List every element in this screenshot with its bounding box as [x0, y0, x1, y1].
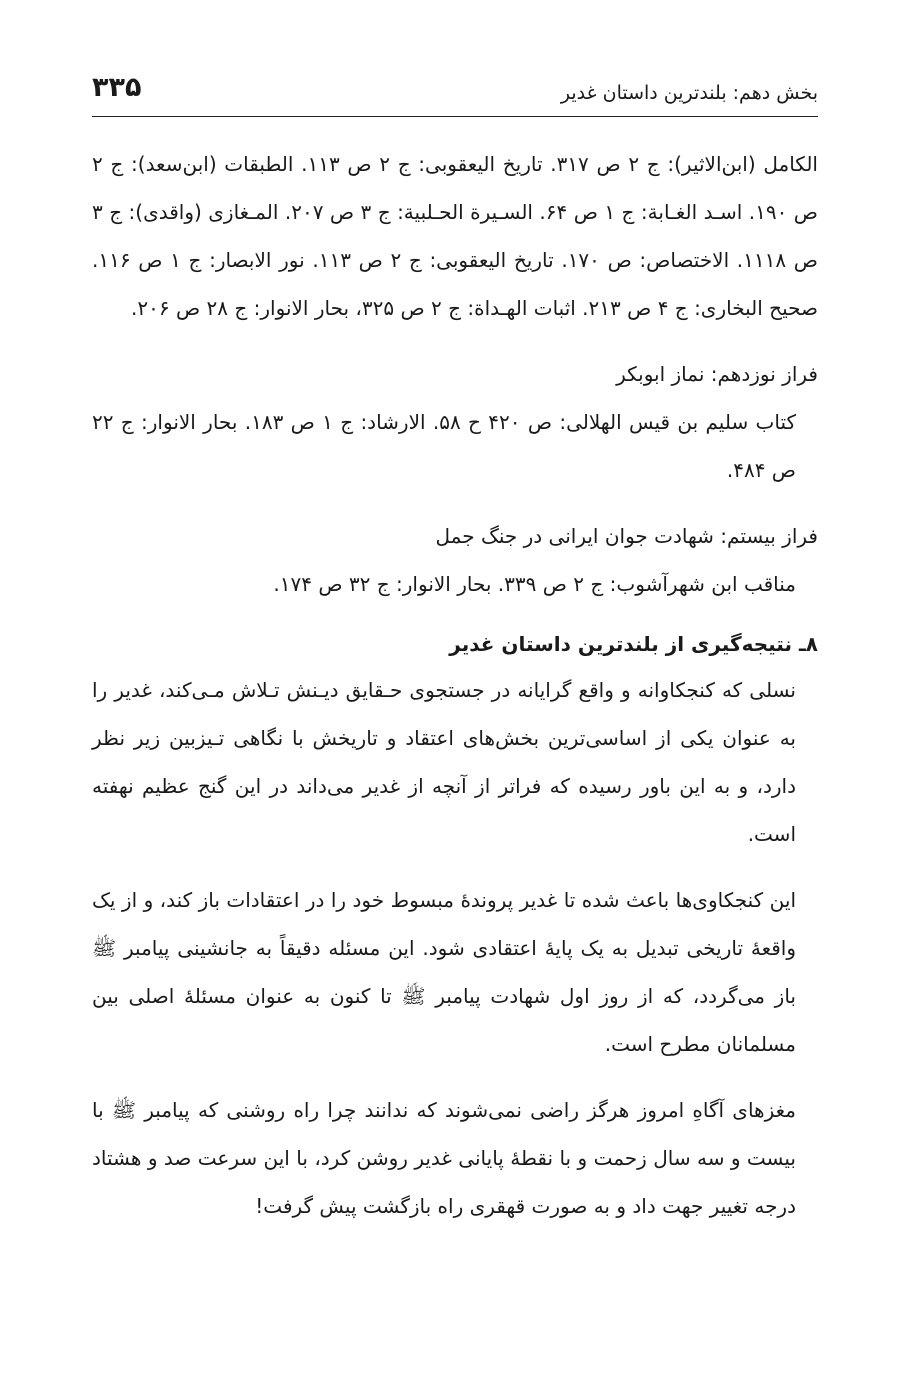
reference-block: الکامل (ابن‌الاثیر): ج ۲ ص ۳۱۷. تاریخ الیعقوبی: ج ۲ ص ۱۱۳. الطبقات (ابن‌سعد): ج ۲ ص ۱۹۰. اسـد الغـابة: ج ۱ ص ۶۴. السـیرة الحـلبیة: ج ۳ ص ۲۰۷. المـغازی (واقدی): ج ۳ ص ۱۱۱۸. الاختصاص: ص ۱۷۰. تاریخ الیعقوبی: ج ۲ ص ۱۱۳. نور الابصار: ج ۱ ص ۱۱۶. صحیح البخاری: ج ۴ ص ۲۱۳. اثبات الهـداة: ج ۲ ص ۳۲۵، بحار الانوار: ج ۲۸ ص ۲۰۶.: [92, 152, 818, 320]
body-paragraph: مغزهای آگاهِ امروز هرگز راضی نمی‌شوند که ندانند چرا راه روشنی که پیامبر ﷺ با بیست و سه سال زحمت و با نقطهٔ پایانی غدیر روشن کرد، با این سرعت صد و هشتاد درجه تغییر جهت داد و به صورت قهقری راه بازگشت پیش گرفت!: [92, 1098, 796, 1218]
reference-block: کتاب سلیم بن قیس الهلالی: ص ۴۲۰ ح ۵۸. الارشاد: ج ۱ ص ۱۸۳. بحار الانوار: ج ۲۲ ص ۴۸۴.: [92, 410, 797, 482]
section-title: فراز بیستم: شهادت جوان ایرانی در جنگ جمل: [435, 524, 818, 548]
section-title: فراز نوزدهم: نماز ابوبکر: [616, 362, 818, 386]
page-number: ۳۳۵: [92, 72, 142, 103]
body-paragraph: نسلی که کنجکاوانه و واقع گرایانه در جستجوی حـقایق دیـنش تـلاش مـی‌کند، غدیر را به عنوان یکی از اساسی‌ترین بخش‌های اعتقاد و تاریخش با نگاهی تـیزبین زیر نظر دارد، و به این باور رسیده که فراتر از آنچه از غدیر می‌داند در این گنج عظیم نهفته است.: [92, 678, 796, 846]
running-title: بخش دهم: بلندترین داستان غدیر: [560, 82, 818, 104]
body-paragraph: این کنجکاوی‌ها باعث شده تا غدیر پروندهٔ مبسوط خود را در اعتقادات باز کند، و از یک واقعهٔ تاریخی تبدیل به یک پایهٔ اعتقادی شود. این مسئله دقیقاً به جانشینی پیامبر ﷺ باز می‌گردد، که از روز اول شهادت پیامبر ﷺ تا کنون به عنوان مسئلهٔ اصلی بین مسلمانان مطرح است.: [92, 888, 796, 1056]
reference-block: مناقب ابن شهرآشوب: ج ۲ ص ۳۳۹. بحار الانوار: ج ۳۲ ص ۱۷۴.: [273, 572, 796, 596]
page-header: [92, 70, 818, 117]
page-body: [92, 140, 818, 1230]
section-heading: ۸ـ نتیجه‌گیری از بلندترین داستان غدیر: [449, 632, 818, 656]
